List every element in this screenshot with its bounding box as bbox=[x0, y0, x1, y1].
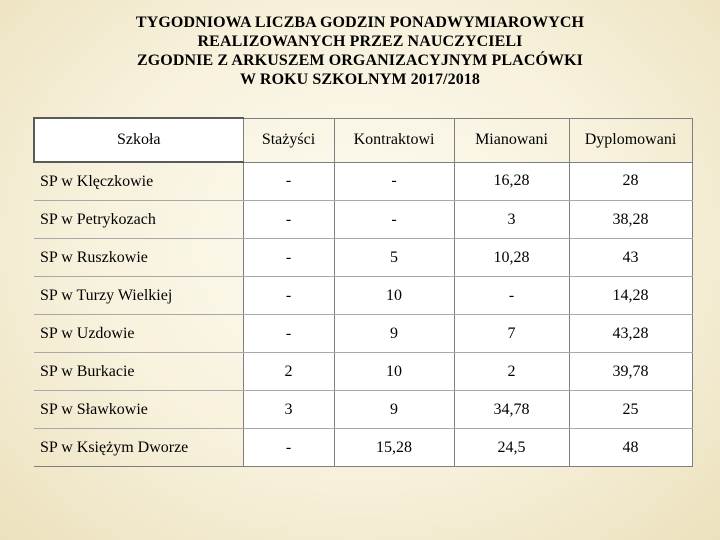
column-header-certified: Dyplomowani bbox=[569, 118, 692, 162]
certified-cell: 25 bbox=[569, 391, 692, 429]
overtime-hours-table bbox=[33, 117, 691, 467]
trainees-cell: 3 bbox=[243, 391, 334, 429]
column-header-trainees: Stażyści bbox=[243, 118, 334, 162]
certified-cell: 39,78 bbox=[569, 353, 692, 391]
column-header-contract: Kontraktowi bbox=[334, 118, 454, 162]
school-name-cell: SP w Sławkowie bbox=[34, 391, 243, 429]
trainees-cell: 2 bbox=[243, 353, 334, 391]
table-row bbox=[34, 391, 692, 429]
certified-cell: 14,28 bbox=[569, 277, 692, 315]
title-line: REALIZOWANYCH PRZEZ NAUCZYCIELI bbox=[197, 33, 523, 50]
certified-cell: 43,28 bbox=[569, 315, 692, 353]
trainees-cell: - bbox=[243, 162, 334, 201]
school-name-cell: SP w Ruszkowie bbox=[34, 239, 243, 277]
trainees-cell: - bbox=[243, 315, 334, 353]
contract-cell: 15,28 bbox=[334, 429, 454, 467]
appointed-cell: 16,28 bbox=[454, 162, 569, 201]
appointed-cell: 34,78 bbox=[454, 391, 569, 429]
appointed-cell: - bbox=[454, 277, 569, 315]
table-row bbox=[34, 201, 692, 239]
contract-cell: - bbox=[334, 162, 454, 201]
table-row bbox=[34, 429, 692, 467]
contract-cell: 9 bbox=[334, 315, 454, 353]
title-line: W ROKU SZKOLNYM 2017/2018 bbox=[240, 71, 480, 88]
certified-cell: 48 bbox=[569, 429, 692, 467]
table-row bbox=[34, 162, 692, 201]
contract-cell: 10 bbox=[334, 353, 454, 391]
certified-cell: 38,28 bbox=[569, 201, 692, 239]
appointed-cell: 24,5 bbox=[454, 429, 569, 467]
table-row bbox=[34, 353, 692, 391]
column-header-appointed: Mianowani bbox=[454, 118, 569, 162]
title-line: ZGODNIE Z ARKUSZEM ORGANIZACYJNYM PLACÓWKI bbox=[136, 52, 583, 69]
certified-cell: 28 bbox=[569, 162, 692, 201]
table-row bbox=[34, 239, 692, 277]
school-name-cell: SP w Petrykozach bbox=[34, 201, 243, 239]
school-name-cell: SP w Księżym Dworze bbox=[34, 429, 243, 467]
trainees-cell: - bbox=[243, 201, 334, 239]
contract-cell: 9 bbox=[334, 391, 454, 429]
table-row bbox=[34, 277, 692, 315]
trainees-cell: - bbox=[243, 277, 334, 315]
page-title bbox=[0, 13, 720, 89]
appointed-cell: 2 bbox=[454, 353, 569, 391]
column-header-school: Szkoła bbox=[34, 118, 243, 162]
contract-cell: 10 bbox=[334, 277, 454, 315]
trainees-cell: - bbox=[243, 429, 334, 467]
appointed-cell: 7 bbox=[454, 315, 569, 353]
school-name-cell: SP w Turzy Wielkiej bbox=[34, 277, 243, 315]
appointed-cell: 3 bbox=[454, 201, 569, 239]
contract-cell: 5 bbox=[334, 239, 454, 277]
contract-cell: - bbox=[334, 201, 454, 239]
school-name-cell: SP w Burkacie bbox=[34, 353, 243, 391]
table-header-row bbox=[34, 118, 692, 162]
table-row bbox=[34, 315, 692, 353]
school-name-cell: SP w Uzdowie bbox=[34, 315, 243, 353]
title-line: TYGODNIOWA LICZBA GODZIN PONADWYMIAROWYCH bbox=[135, 14, 585, 31]
certified-cell: 43 bbox=[569, 239, 692, 277]
school-name-cell: SP w Klęczkowie bbox=[34, 162, 243, 201]
trainees-cell: - bbox=[243, 239, 334, 277]
appointed-cell: 10,28 bbox=[454, 239, 569, 277]
